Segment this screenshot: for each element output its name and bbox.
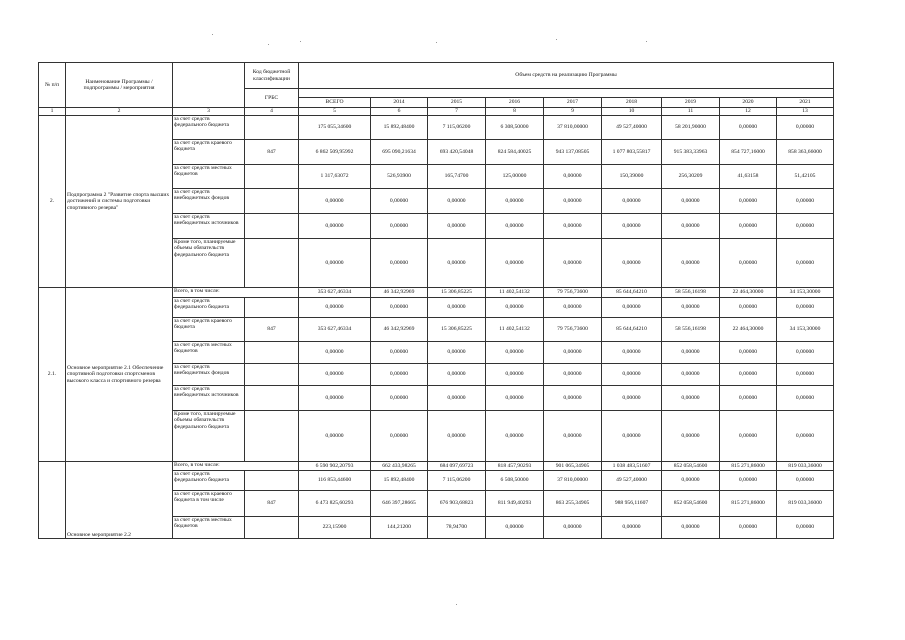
value-cell: 0,00000 <box>486 364 544 386</box>
column-number: 11 <box>662 108 720 116</box>
header-code: Код бюджетной классификации <box>245 63 299 89</box>
value-cell: 815 271,86000 <box>720 462 777 471</box>
value-cell: 0,00000 <box>720 342 777 364</box>
value-cell: 943 137,08505 <box>544 140 602 165</box>
grbs-cell <box>245 471 299 491</box>
value-cell: 0,00000 <box>299 386 371 411</box>
value-cell: 85 644,64210 <box>602 288 662 298</box>
value-cell: 0,00000 <box>777 386 834 411</box>
value-cell: 0,00000 <box>602 189 662 214</box>
total-label: Всего, в том числе: <box>173 288 299 298</box>
value-cell: 49 527,40000 <box>602 471 662 491</box>
funding-source: за счет средств федерального бюджета <box>173 298 245 318</box>
column-number: 5 <box>299 108 371 116</box>
value-cell: 0,00000 <box>662 471 720 491</box>
header-volume-spacer <box>299 89 834 98</box>
grbs-cell <box>245 165 299 189</box>
value-cell: 0,00000 <box>428 411 486 462</box>
value-cell: 0,00000 <box>720 364 777 386</box>
value-cell: 0,00000 <box>371 214 428 239</box>
value-cell: 0,00000 <box>299 342 371 364</box>
value-cell: 0,00000 <box>486 342 544 364</box>
value-cell: 0,00000 <box>602 517 662 539</box>
funding-source: за счет средств местных бюджетов <box>173 517 245 539</box>
value-cell: 6 590 902,20793 <box>299 462 371 471</box>
value-cell: 0,00000 <box>602 364 662 386</box>
value-cell: 676 903,68823 <box>428 491 486 517</box>
value-cell: 819 033,36000 <box>777 462 834 471</box>
grbs-code: 847 <box>245 140 299 165</box>
value-cell: 0,00000 <box>371 298 428 318</box>
value-cell: 818 457,90293 <box>486 462 544 471</box>
value-cell: 37 810,00000 <box>544 116 602 140</box>
grbs-cell <box>245 386 299 411</box>
value-cell: 0,00000 <box>371 342 428 364</box>
column-numbers-row <box>39 108 834 116</box>
value-cell: 0,00000 <box>544 239 602 288</box>
grbs-cell <box>245 116 299 140</box>
value-cell: 0,00000 <box>602 214 662 239</box>
grbs-cell <box>245 298 299 318</box>
value-cell: 0,00000 <box>544 386 602 411</box>
value-cell: 15 892,48400 <box>371 116 428 140</box>
value-cell: 0,00000 <box>662 239 720 288</box>
value-cell: 0,00000 <box>428 386 486 411</box>
value-cell: 0,00000 <box>428 189 486 214</box>
header-year: 2016 <box>486 98 544 108</box>
column-number: 8 <box>486 108 544 116</box>
grbs-cell <box>245 364 299 386</box>
value-cell: 11 402,54132 <box>486 318 544 342</box>
value-cell: 0,00000 <box>544 298 602 318</box>
header-year: 2021 <box>777 98 834 108</box>
value-cell: 0,00000 <box>299 239 371 288</box>
header-year: 2018 <box>602 98 662 108</box>
value-cell: 0,00000 <box>720 116 777 140</box>
funding-source: за счет средств краевого бюджета в том числе <box>173 491 245 517</box>
value-cell: 815 271,86000 <box>720 491 777 517</box>
value-cell: 116 853,44600 <box>299 471 371 491</box>
value-cell: 49 527,40000 <box>602 116 662 140</box>
funding-source: за счет средств внебюджетных источников <box>173 214 245 239</box>
header-volume: Объем средств на реализацию Программы <box>299 63 834 89</box>
header-no: № п/п <box>39 63 66 108</box>
value-cell: 0,00000 <box>544 165 602 189</box>
value-cell: 0,00000 <box>428 342 486 364</box>
column-number: 2 <box>66 108 173 116</box>
value-cell: 684 097,69723 <box>428 462 486 471</box>
value-cell: 0,00000 <box>544 189 602 214</box>
value-cell: 0,00000 <box>428 239 486 288</box>
value-cell: 0,00000 <box>662 411 720 462</box>
row-number: 2. <box>39 116 66 288</box>
column-number: 4 <box>245 108 299 116</box>
value-cell: 15 306,85225 <box>428 288 486 298</box>
value-cell: 901 065,34905 <box>544 462 602 471</box>
value-cell: 46 342,92969 <box>371 318 428 342</box>
value-cell: 51,42105 <box>777 165 834 189</box>
value-cell: 58 556,16198 <box>662 318 720 342</box>
value-cell: 353 627,46334 <box>299 318 371 342</box>
value-cell: 6 862 509,95992 <box>299 140 371 165</box>
header-grbs: ГРБС <box>245 89 299 108</box>
program-name: Основное мероприятие 2.1 Обеспечение спортивной подготовки спортсменов высокого класса и спортивного резерва <box>66 288 173 462</box>
value-cell: 46 342,92969 <box>371 288 428 298</box>
value-cell: 695 090,21634 <box>371 140 428 165</box>
value-cell: 915 383,33963 <box>662 140 720 165</box>
value-cell: 0,00000 <box>486 239 544 288</box>
value-cell: 0,00000 <box>544 411 602 462</box>
value-cell: 0,00000 <box>662 298 720 318</box>
value-cell: 0,00000 <box>720 517 777 539</box>
value-cell: 0,00000 <box>777 471 834 491</box>
value-cell: 0,00000 <box>486 189 544 214</box>
column-number: 6 <box>371 108 428 116</box>
column-number: 3 <box>173 108 245 116</box>
value-cell: 0,00000 <box>720 471 777 491</box>
value-cell: 0,00000 <box>662 189 720 214</box>
value-cell: 78,94700 <box>428 517 486 539</box>
value-cell: 34 153,30000 <box>777 288 834 298</box>
value-cell: 0,00000 <box>777 364 834 386</box>
value-cell: 0,00000 <box>777 189 834 214</box>
header-year: 2020 <box>720 98 777 108</box>
value-cell: 0,00000 <box>371 411 428 462</box>
value-cell: 0,00000 <box>299 411 371 462</box>
value-cell: 6 473 825,60293 <box>299 491 371 517</box>
funding-source: за счет средств внебюджетных источников <box>173 386 245 411</box>
value-cell: 0,00000 <box>777 342 834 364</box>
funding-source: за счет средств внебюджетных фондов <box>173 189 245 214</box>
value-cell: 22 464,30000 <box>720 288 777 298</box>
grbs-cell <box>245 214 299 239</box>
funding-source: Кроме того, планируемые объемы обязательств федерального бюджета <box>173 411 245 462</box>
value-cell: 0,00000 <box>720 214 777 239</box>
value-cell: 852 058,54600 <box>662 491 720 517</box>
value-cell: 58 201,90000 <box>662 116 720 140</box>
value-cell: 0,00000 <box>299 189 371 214</box>
value-cell: 175 055,34600 <box>299 116 371 140</box>
value-cell: 6 308,50000 <box>486 116 544 140</box>
program-name: Подпрограмма 2 "Развитие спорта высших достижений и системы подготовки спортивного резерва" <box>66 116 173 288</box>
value-cell: 0,00000 <box>662 214 720 239</box>
value-cell: 0,00000 <box>720 189 777 214</box>
funding-source: за счет средств федерального бюджета <box>173 471 245 491</box>
funding-source: за счет средств местных бюджетов <box>173 342 245 364</box>
value-cell: 41,63158 <box>720 165 777 189</box>
value-cell: 223,15900 <box>299 517 371 539</box>
program-name: Основное мероприятие 2.2 <box>66 462 173 539</box>
value-cell: 0,00000 <box>602 239 662 288</box>
funding-source: за счет средств краевого бюджета <box>173 318 245 342</box>
value-cell: 0,00000 <box>428 364 486 386</box>
value-cell: 0,00000 <box>486 298 544 318</box>
value-cell: 0,00000 <box>544 364 602 386</box>
column-number: 13 <box>777 108 834 116</box>
value-cell: 988 956,11607 <box>602 491 662 517</box>
value-cell: 0,00000 <box>777 411 834 462</box>
value-cell: 6 508,50000 <box>486 471 544 491</box>
value-cell: 0,00000 <box>299 364 371 386</box>
value-cell: 79 756,73600 <box>544 318 602 342</box>
value-cell: 526,93900 <box>371 165 428 189</box>
grbs-cell <box>245 342 299 364</box>
header-year: 2017 <box>544 98 602 108</box>
value-cell: 0,00000 <box>299 298 371 318</box>
value-cell: 79 756,73600 <box>544 288 602 298</box>
grbs-cell <box>245 517 299 539</box>
value-cell: 811 949,40293 <box>486 491 544 517</box>
value-cell: 0,00000 <box>662 517 720 539</box>
value-cell: 1 317,63072 <box>299 165 371 189</box>
value-cell: 0,00000 <box>428 298 486 318</box>
value-cell: 125,00000 <box>486 165 544 189</box>
value-cell: 0,00000 <box>662 364 720 386</box>
column-number: 10 <box>602 108 662 116</box>
value-cell: 0,00000 <box>486 411 544 462</box>
budget-table <box>38 62 834 539</box>
value-cell: 7 115,06200 <box>428 471 486 491</box>
value-cell: 0,00000 <box>720 411 777 462</box>
total-row <box>39 462 834 471</box>
value-cell: 85 644,64210 <box>602 318 662 342</box>
value-cell: 0,00000 <box>371 189 428 214</box>
grbs-cell <box>245 239 299 288</box>
value-cell: 0,00000 <box>777 239 834 288</box>
grbs-cell <box>245 189 299 214</box>
value-cell: 819 033,36000 <box>777 491 834 517</box>
value-cell: 144,21200 <box>371 517 428 539</box>
value-cell: 646 397,28665 <box>371 491 428 517</box>
row-number <box>39 462 66 539</box>
total-label: Всего, в том числе: <box>173 462 299 471</box>
value-cell: 0,00000 <box>371 239 428 288</box>
funding-source: Кроме того, планируемые объемы обязательств федерального бюджета <box>173 239 245 288</box>
value-cell: 0,00000 <box>777 517 834 539</box>
value-cell: 37 810,00000 <box>544 471 602 491</box>
value-cell: 0,00000 <box>720 298 777 318</box>
value-cell: 0,00000 <box>662 342 720 364</box>
value-cell: 165,74700 <box>428 165 486 189</box>
value-cell: 0,00000 <box>371 386 428 411</box>
header-year: 2014 <box>371 98 428 108</box>
funding-source: за счет средств федерального бюджета <box>173 116 245 140</box>
value-cell: 150,39000 <box>602 165 662 189</box>
funding-source: за счет средств краевого бюджета <box>173 140 245 165</box>
value-cell: 0,00000 <box>486 386 544 411</box>
value-cell: 0,00000 <box>777 116 834 140</box>
value-cell: 0,00000 <box>544 342 602 364</box>
grbs-code: 847 <box>245 318 299 342</box>
value-cell: 693 420,54048 <box>428 140 486 165</box>
value-cell: 0,00000 <box>777 298 834 318</box>
grbs-code: 847 <box>245 491 299 517</box>
value-cell: 7 115,06200 <box>428 116 486 140</box>
value-cell: 15 892,48400 <box>371 471 428 491</box>
grbs-cell <box>245 411 299 462</box>
value-cell: 11 402,54132 <box>486 288 544 298</box>
value-cell: 0,00000 <box>602 386 662 411</box>
value-cell: 0,00000 <box>662 386 720 411</box>
value-cell: 0,00000 <box>486 517 544 539</box>
value-cell: 0,00000 <box>299 214 371 239</box>
column-number: 12 <box>720 108 777 116</box>
header-empty <box>173 63 245 108</box>
value-cell: 0,00000 <box>544 517 602 539</box>
value-cell: 15 306,85225 <box>428 318 486 342</box>
value-cell: 353 627,46334 <box>299 288 371 298</box>
value-cell: 854 727,16000 <box>720 140 777 165</box>
funding-source: за счет средств местных бюджетов <box>173 165 245 189</box>
value-cell: 662 433,98265 <box>371 462 428 471</box>
value-cell: 1 077 803,55817 <box>602 140 662 165</box>
header-total: ВСЕГО <box>299 98 371 108</box>
value-cell: 0,00000 <box>371 364 428 386</box>
value-cell: 22 464,30000 <box>720 318 777 342</box>
column-number: 9 <box>544 108 602 116</box>
value-cell: 256,30209 <box>662 165 720 189</box>
value-cell: 863 255,34905 <box>544 491 602 517</box>
value-cell: 0,00000 <box>602 298 662 318</box>
value-cell: 852 058,54600 <box>662 462 720 471</box>
value-cell: 58 556,16198 <box>662 288 720 298</box>
table-row <box>39 116 834 140</box>
value-cell: 0,00000 <box>720 386 777 411</box>
value-cell: 0,00000 <box>777 214 834 239</box>
column-number: 1 <box>39 108 66 116</box>
header-row-1 <box>39 63 834 89</box>
header-year: 2019 <box>662 98 720 108</box>
row-number: 2.1. <box>39 288 66 462</box>
value-cell: 0,00000 <box>486 214 544 239</box>
total-row <box>39 288 834 298</box>
value-cell: 824 584,40025 <box>486 140 544 165</box>
value-cell: 34 153,30000 <box>777 318 834 342</box>
header-name: Наименование Программы / подпрограммы / мероприятия <box>66 63 173 108</box>
value-cell: 1 038 483,51607 <box>602 462 662 471</box>
value-cell: 0,00000 <box>602 411 662 462</box>
value-cell: 0,00000 <box>720 239 777 288</box>
value-cell: 0,00000 <box>602 342 662 364</box>
value-cell: 858 363,66000 <box>777 140 834 165</box>
header-year: 2015 <box>428 98 486 108</box>
value-cell: 0,00000 <box>544 214 602 239</box>
value-cell: 0,00000 <box>428 214 486 239</box>
funding-source: за счет средств внебюджетных фондов <box>173 364 245 386</box>
column-number: 7 <box>428 108 486 116</box>
